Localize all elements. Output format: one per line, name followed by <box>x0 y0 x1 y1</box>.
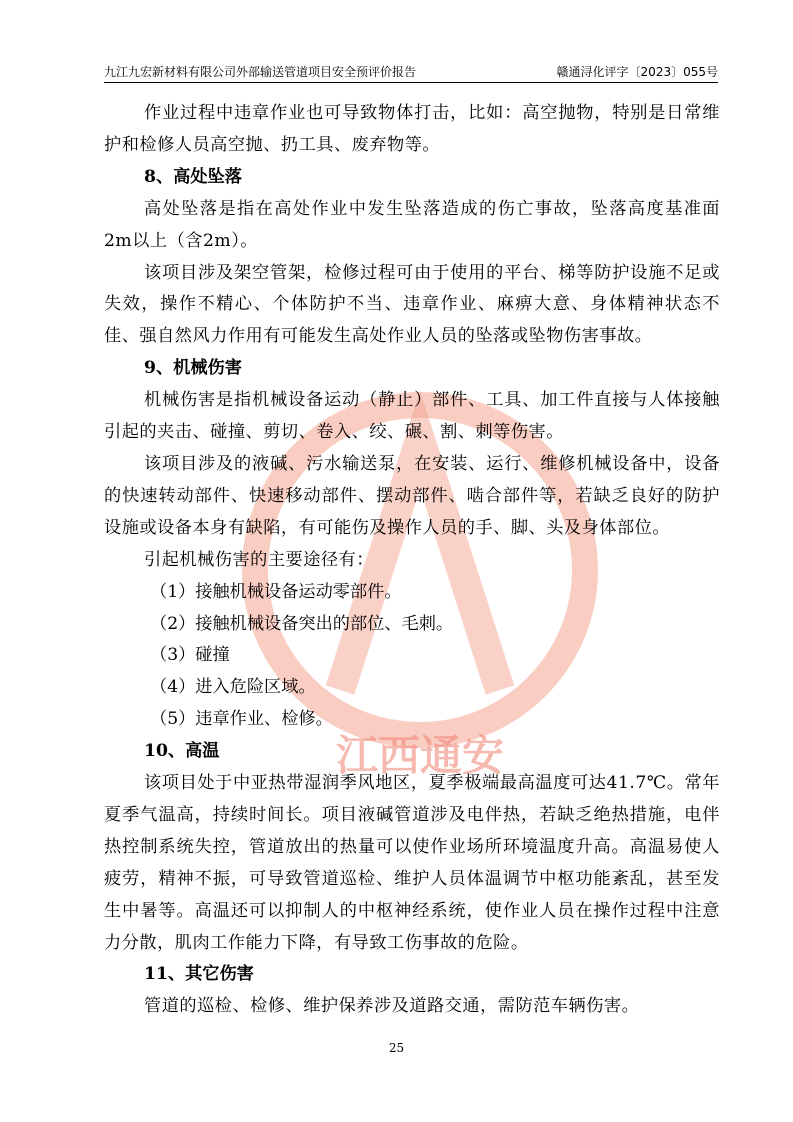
section-heading: 9、机械伤害 <box>144 358 242 379</box>
paragraph: 高处坠落是指在高处作业中发生坠落造成的伤亡事故，坠落高度基准面2m以上（含2m）。 <box>104 198 720 251</box>
document-body <box>104 98 720 1023</box>
list-item: （2）接触机械设备突出的部位、毛刺。 <box>150 613 454 634</box>
report-title: 九江九宏新材料有限公司外部输送管道项目安全预评价报告 <box>104 65 417 79</box>
section-heading: 10、高温 <box>144 741 220 762</box>
section-heading: 11、其它伤害 <box>144 964 254 985</box>
list-item: （5）违章作业、检修。 <box>150 709 333 730</box>
section-heading: 8、高处坠落 <box>144 166 242 187</box>
paragraph: 该项目涉及的液碱、污水输送泵，在安装、运行、维修机械设备中，设备的快速转动部件、快速移动部件、摆动部件、啮合部件等，若缺乏良好的防护设施或设备本身有缺陷，有可能伤及操作人员的手、脚、头及身体部位。 <box>104 453 720 538</box>
paragraph: 该项目涉及架空管架，检修过程可由于使用的平台、梯等防护设施不足或失效，操作不精心、个体防护不当、违章作业、麻痹大意、身体精神状态不佳、强自然风力作用有可能发生高处作业人员的坠落或坠物伤害事故。 <box>104 262 720 347</box>
list-item: （4）进入危险区域。 <box>150 677 316 698</box>
paragraph: 作业过程中违章作业也可导致物体打击，比如：高空抛物，特别是日常维护和检修人员高空抛、扔工具、废弃物等。 <box>104 103 720 155</box>
svg-text:江西通安: 江西通安 <box>335 731 505 780</box>
paragraph: 机械伤害是指机械设备运动（静止）部件、工具、加工件直接与人体接触引起的夹击、碰撞、剪切、卷入、绞、碾、割、刺等伤害。 <box>104 390 720 443</box>
page-number: 25 <box>388 1041 405 1055</box>
paragraph: 引起机械伤害的主要途径有： <box>144 549 374 570</box>
report-number: 赣通浔化评字〔2023〕055号 <box>556 65 718 79</box>
paragraph: 管道的巡检、检修、维护保养涉及道路交通，需防范车辆伤害。 <box>144 996 640 1017</box>
list-item: （3）碰撞 <box>150 645 230 666</box>
page-header <box>104 64 718 83</box>
paragraph: 该项目处于中亚热带湿润季风地区，夏季极端最高温度可达41.7℃。常年夏季气温高，持续时间长。项目液碱管道涉及电伴热，若缺乏绝热措施，电伴热控制系统失控，管道放出的热量可以使作业场所环境温度升高。高温易使人疲劳，精神不振，可导致管道巡检、维护人员体温调节中枢功能紊乱，甚至发生中暑等。高温还可以抑制人的中枢神经系统，使作业人员在操作过程中注意力分散，肌肉工作能力下降，有导致工伤事故的危险。 <box>104 773 720 953</box>
list-item: （1）接触机械设备运动零部件。 <box>150 581 402 602</box>
